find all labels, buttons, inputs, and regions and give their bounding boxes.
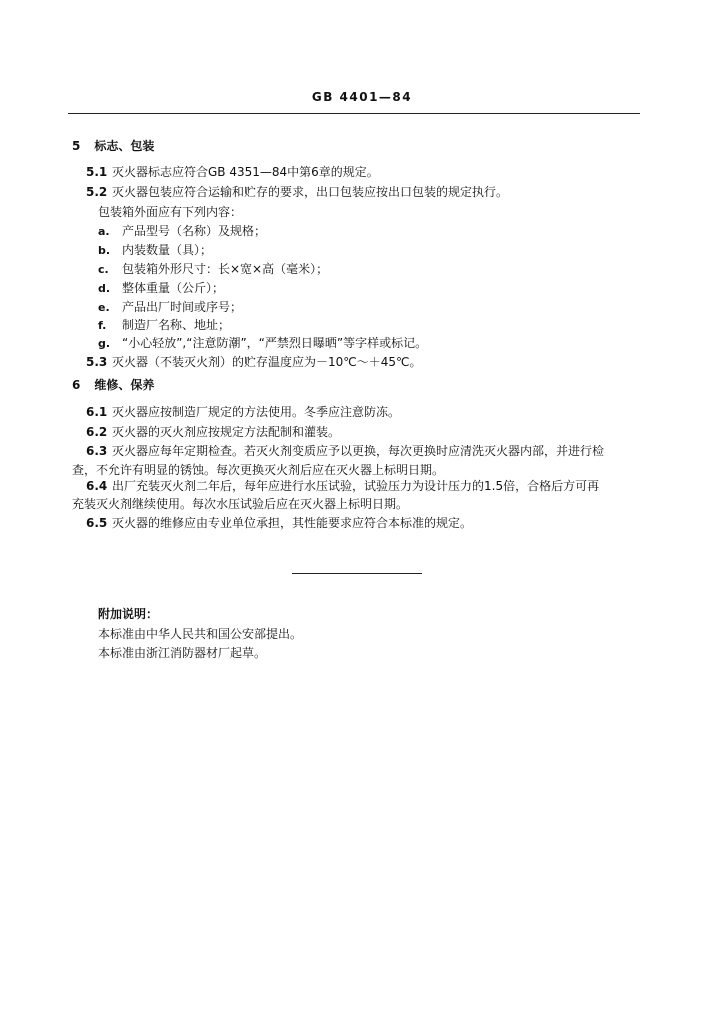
list-item-letter: e. [98, 301, 110, 314]
clause-5-1-text: 灭火器标志应符合GB 4351—84中第6章的规定。 [112, 165, 379, 179]
clause-6-1 [86, 405, 400, 419]
clause-6-4-number: 6.4 [86, 479, 108, 493]
clause-5-1-number: 5.1 [86, 165, 108, 179]
list-item-text: 包装箱外形尺寸：长×宽×高（毫米）； [122, 262, 329, 276]
list-item-letter: b. [98, 244, 111, 257]
clause-6-3-text-line1: 灭火器应每年定期检查。若灭火剂变质应予以更换，每次更换时应清洗灭火器内部，并进行检 [112, 444, 605, 458]
list-item-text: 制造厂名称、地址； [122, 318, 231, 332]
list-item-letter: c. [98, 263, 109, 276]
notes-line-2: 本标准由浙江消防器材厂起草。 [98, 646, 267, 660]
clause-6-2-number: 6.2 [86, 425, 108, 439]
clause-6-3-number: 6.3 [86, 444, 108, 458]
list-item [98, 262, 328, 277]
clause-6-3 [86, 444, 604, 458]
section-6-title: 维修、保养 [94, 378, 155, 392]
list-item [98, 243, 212, 258]
list-item-text: 产品型号（名称）及规格； [122, 224, 267, 238]
clause-6-4 [86, 479, 599, 493]
notes-line-1: 本标准由中华人民共和国公安部提出。 [98, 627, 303, 641]
list-item [98, 336, 427, 351]
list-item-text: 产品出厂时间或序号； [122, 300, 243, 314]
standard-code: GB 4401—84 [311, 90, 413, 104]
clause-6-4-text-line1: 出厂充装灭火剂二年后，每年应进行水压试验，试验压力为设计压力的1.5倍，合格后方可再 [112, 479, 600, 493]
section-5-heading [72, 139, 154, 153]
clause-5-3-text: 灭火器（不装灭火剂）的贮存温度应为－10℃～＋45℃。 [112, 355, 422, 369]
clause-5-2-number: 5.2 [86, 185, 108, 199]
list-item [98, 281, 224, 296]
list-item-letter: d. [98, 282, 111, 295]
section-5-title: 标志、包装 [94, 139, 155, 153]
clause-6-1-number: 6.1 [86, 405, 108, 419]
notes-title: 附加说明： [98, 607, 159, 621]
list-item-text: 内装数量（具）； [122, 243, 213, 257]
clause-5-3 [86, 355, 422, 369]
clause-5-1 [86, 165, 379, 179]
clause-6-1-text: 灭火器应按制造厂规定的方法使用。冬季应注意防冻。 [112, 405, 401, 419]
clause-6-5-text: 灭火器的维修应由专业单位承担，其性能要求应符合本标准的规定。 [112, 516, 473, 530]
section-6-heading [72, 378, 154, 392]
section-5-number: 5 [72, 139, 81, 153]
list-item [98, 318, 230, 333]
clause-6-5-number: 6.5 [86, 516, 108, 530]
clause-6-3-continuation: 查，不允许有明显的锈蚀。每次更换灭火剂后应在灭火器上标明日期。 [72, 463, 445, 477]
list-item-letter: g. [98, 337, 111, 350]
clause-6-2-text: 灭火器的灭火剂应按规定方法配制和灌装。 [112, 425, 341, 439]
list-item-letter: f. [98, 319, 107, 332]
section-divider [292, 573, 422, 574]
list-item-text: “小心轻放”,“注意防潮”，“严禁烈日曝晒”等字样或标记。 [122, 336, 428, 350]
clause-6-5 [86, 516, 472, 530]
clause-5-2 [86, 185, 508, 199]
section-6-number: 6 [72, 378, 81, 392]
clause-5-2-text: 灭火器包装应符合运输和贮存的要求，出口包装应按出口包装的规定执行。 [112, 185, 509, 199]
clause-6-2 [86, 425, 340, 439]
clause-6-4-continuation: 充装灭火剂继续使用。每次水压试验后应在灭火器上标明日期。 [72, 497, 409, 511]
list-item [98, 300, 242, 315]
list-item [98, 224, 266, 239]
header-rule [68, 113, 640, 114]
clause-5-2-intro: 包装箱外面应有下列内容： [98, 205, 243, 219]
list-item-text: 整体重量（公斤）； [122, 281, 225, 295]
clause-5-3-number: 5.3 [86, 355, 108, 369]
list-item-letter: a. [98, 225, 110, 238]
